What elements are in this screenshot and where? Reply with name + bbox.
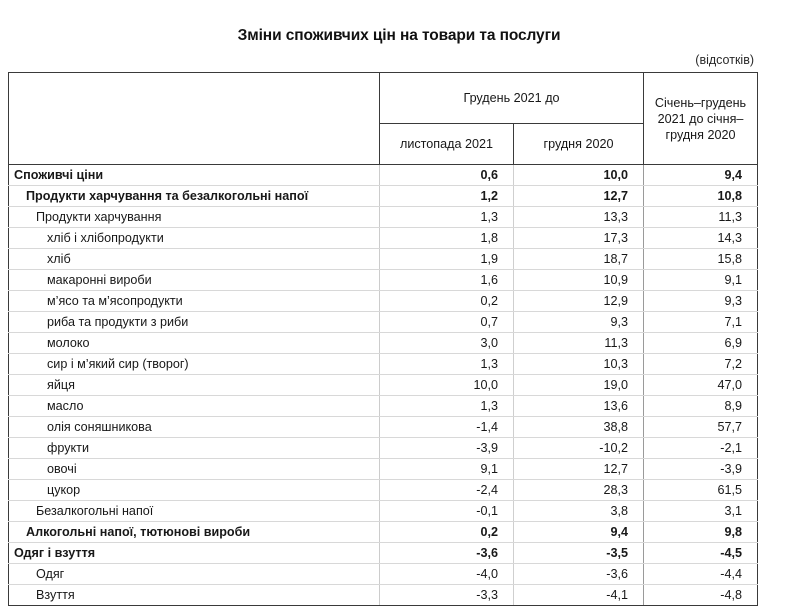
row-value-december-2020: 12,9 xyxy=(514,291,644,312)
row-value-january-december: 10,8 xyxy=(644,186,758,207)
row-label: олія соняшникова xyxy=(9,417,380,438)
row-value-january-december: 15,8 xyxy=(644,249,758,270)
row-value-january-december: 9,4 xyxy=(644,165,758,186)
header-group-december: Грудень 2021 до xyxy=(380,73,644,124)
row-label: овочі xyxy=(9,459,380,480)
row-label: Продукти харчування xyxy=(9,207,380,228)
table-row xyxy=(9,270,758,291)
row-value-january-december: 61,5 xyxy=(644,480,758,501)
row-value-january-december: 3,1 xyxy=(644,501,758,522)
table-row xyxy=(9,564,758,585)
row-value-january-december: 9,3 xyxy=(644,291,758,312)
row-value-november-2021: 1,2 xyxy=(380,186,514,207)
row-value-december-2020: 12,7 xyxy=(514,459,644,480)
table-row xyxy=(9,354,758,375)
row-value-january-december: -2,1 xyxy=(644,438,758,459)
row-value-november-2021: 1,8 xyxy=(380,228,514,249)
header-column-november-2021: листопада 2021 xyxy=(380,124,514,165)
row-value-november-2021: -0,1 xyxy=(380,501,514,522)
row-label: Взуття xyxy=(9,585,380,606)
table-container xyxy=(0,72,798,606)
row-value-december-2020: 9,4 xyxy=(514,522,644,543)
table-header xyxy=(9,73,758,165)
header-row-top xyxy=(9,73,758,124)
row-value-december-2020: 10,3 xyxy=(514,354,644,375)
row-value-december-2020: 17,3 xyxy=(514,228,644,249)
row-value-december-2020: 13,6 xyxy=(514,396,644,417)
row-value-november-2021: 10,0 xyxy=(380,375,514,396)
table-row xyxy=(9,438,758,459)
row-value-january-december: 6,9 xyxy=(644,333,758,354)
table-row xyxy=(9,228,758,249)
row-value-november-2021: 1,3 xyxy=(380,354,514,375)
header-corner-cell xyxy=(9,73,380,165)
row-value-december-2020: 28,3 xyxy=(514,480,644,501)
header-column-january-december: Січень–грудень 2021 до січня–грудня 2020 xyxy=(644,73,758,165)
row-value-december-2020: 18,7 xyxy=(514,249,644,270)
consumer-price-index-table xyxy=(8,72,758,606)
row-value-december-2020: 19,0 xyxy=(514,375,644,396)
units-note: (відсотків) xyxy=(695,53,754,67)
header-column-december-2020: грудня 2020 xyxy=(514,124,644,165)
table-row xyxy=(9,312,758,333)
row-value-january-december: -4,4 xyxy=(644,564,758,585)
table-body xyxy=(9,165,758,606)
table-row xyxy=(9,501,758,522)
row-value-january-december: 11,3 xyxy=(644,207,758,228)
row-value-november-2021: 1,9 xyxy=(380,249,514,270)
row-value-december-2020: 9,3 xyxy=(514,312,644,333)
table-row xyxy=(9,291,758,312)
row-value-november-2021: -2,4 xyxy=(380,480,514,501)
row-value-december-2020: 3,8 xyxy=(514,501,644,522)
row-label: хліб xyxy=(9,249,380,270)
row-value-november-2021: 1,3 xyxy=(380,207,514,228)
table-row xyxy=(9,480,758,501)
row-value-january-december: 57,7 xyxy=(644,417,758,438)
row-label: цукор xyxy=(9,480,380,501)
row-value-january-december: 9,8 xyxy=(644,522,758,543)
row-label: масло xyxy=(9,396,380,417)
row-label: сир і м’який сир (творог) xyxy=(9,354,380,375)
row-value-november-2021: 0,2 xyxy=(380,522,514,543)
row-label: Одяг і взуття xyxy=(9,543,380,564)
table-row xyxy=(9,207,758,228)
table-row xyxy=(9,375,758,396)
table-row xyxy=(9,165,758,186)
row-value-december-2020: -3,5 xyxy=(514,543,644,564)
row-label: риба та продукти з риби xyxy=(9,312,380,333)
row-value-january-december: -4,5 xyxy=(644,543,758,564)
row-value-november-2021: -3,3 xyxy=(380,585,514,606)
table-row xyxy=(9,417,758,438)
row-value-december-2020: 38,8 xyxy=(514,417,644,438)
table-row xyxy=(9,396,758,417)
row-value-november-2021: 0,2 xyxy=(380,291,514,312)
row-value-january-december: -4,8 xyxy=(644,585,758,606)
table-row xyxy=(9,543,758,564)
table-row xyxy=(9,522,758,543)
table-row xyxy=(9,249,758,270)
row-value-november-2021: 0,7 xyxy=(380,312,514,333)
row-value-december-2020: 11,3 xyxy=(514,333,644,354)
row-value-january-december: -3,9 xyxy=(644,459,758,480)
row-label: яйця xyxy=(9,375,380,396)
row-label: фрукти xyxy=(9,438,380,459)
table-row xyxy=(9,459,758,480)
row-value-november-2021: 3,0 xyxy=(380,333,514,354)
row-label: Безалкогольні напої xyxy=(9,501,380,522)
row-label: молоко xyxy=(9,333,380,354)
row-label: Одяг xyxy=(9,564,380,585)
row-label: хліб і хлібопродукти xyxy=(9,228,380,249)
table-row xyxy=(9,333,758,354)
row-value-december-2020: 13,3 xyxy=(514,207,644,228)
row-value-january-december: 47,0 xyxy=(644,375,758,396)
row-value-december-2020: 12,7 xyxy=(514,186,644,207)
row-value-november-2021: 0,6 xyxy=(380,165,514,186)
row-value-january-december: 7,1 xyxy=(644,312,758,333)
row-value-november-2021: -1,4 xyxy=(380,417,514,438)
row-value-january-december: 9,1 xyxy=(644,270,758,291)
row-value-november-2021: -3,9 xyxy=(380,438,514,459)
row-value-november-2021: 1,3 xyxy=(380,396,514,417)
row-label: Алкогольні напої, тютюнові вироби xyxy=(9,522,380,543)
table-row xyxy=(9,585,758,606)
row-label: Споживчі ціни xyxy=(9,165,380,186)
row-label: Продукти харчування та безалкогольні напої xyxy=(9,186,380,207)
row-value-january-december: 7,2 xyxy=(644,354,758,375)
row-label: макаронні вироби xyxy=(9,270,380,291)
row-value-january-december: 8,9 xyxy=(644,396,758,417)
row-value-november-2021: -4,0 xyxy=(380,564,514,585)
row-label: м’ясо та м’ясопродукти xyxy=(9,291,380,312)
row-value-december-2020: -3,6 xyxy=(514,564,644,585)
row-value-december-2020: 10,9 xyxy=(514,270,644,291)
row-value-january-december: 14,3 xyxy=(644,228,758,249)
row-value-december-2020: -4,1 xyxy=(514,585,644,606)
row-value-november-2021: -3,6 xyxy=(380,543,514,564)
page-title: Зміни споживчих цін на товари та послуги xyxy=(237,27,561,44)
table-row xyxy=(9,186,758,207)
row-value-november-2021: 1,6 xyxy=(380,270,514,291)
row-value-december-2020: -10,2 xyxy=(514,438,644,459)
row-value-november-2021: 9,1 xyxy=(380,459,514,480)
row-value-december-2020: 10,0 xyxy=(514,165,644,186)
